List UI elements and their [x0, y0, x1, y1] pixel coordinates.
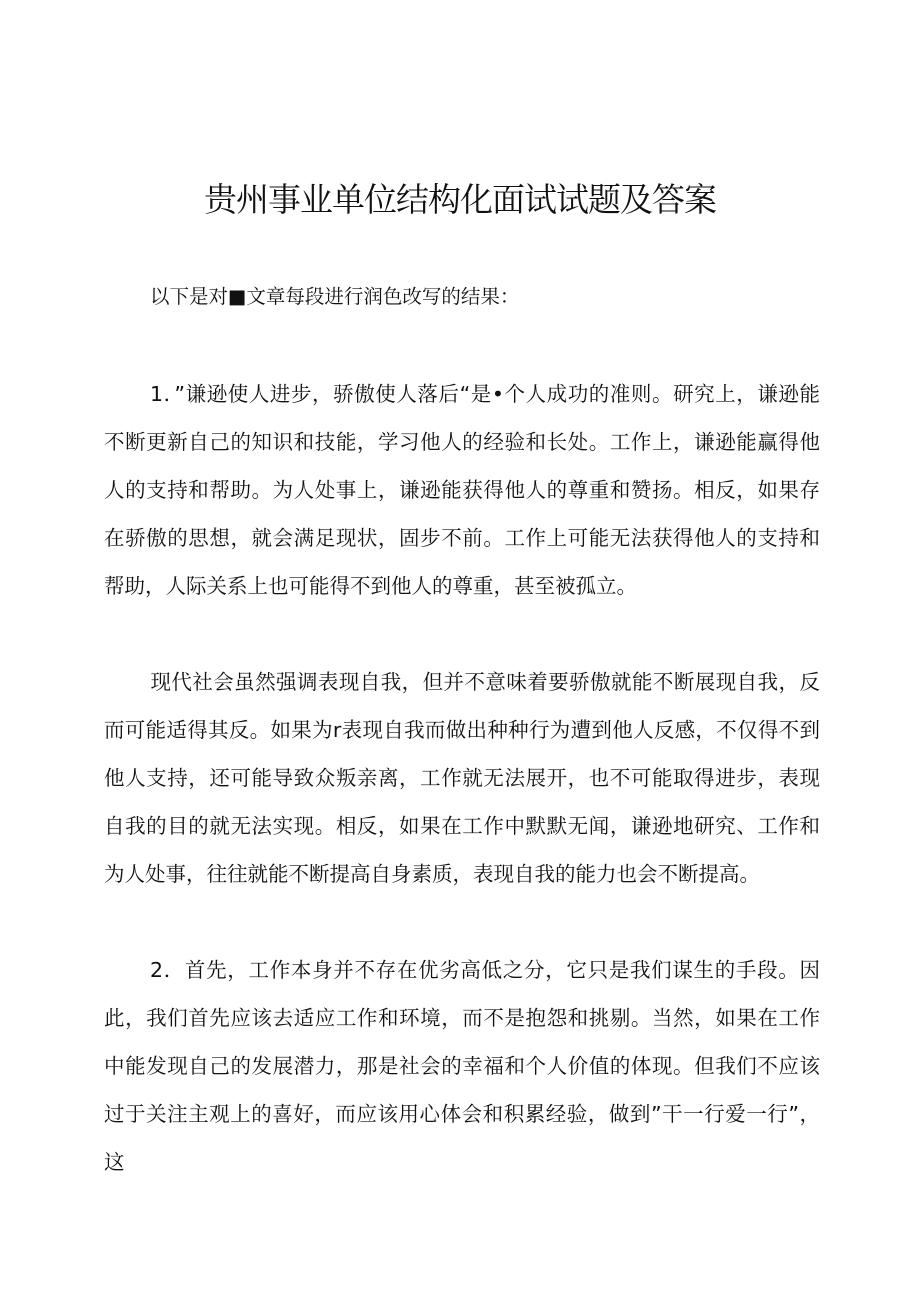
paragraph-1	[104, 370, 820, 610]
paragraph-1-text: 1．”谦逊使人进步，骄傲使人落后“是•个人成功的准则。研究上，谦逊能不断更新自己的知识和技能，学习他人的经验和长处。工作上，谦逊能赢得他人的支持和帮助。为人处事上，谦逊能获得他人的尊重和赞扬。相反，如果存在骄傲的思想，就会满足现状，固步不前。工作上可能无法获得他人的支持和帮助，人际关系上也可能得不到他人的尊重，甚至被孤立。	[104, 382, 820, 598]
paragraph-2-text: 现代社会虽然强调表现自我，但并不意味着要骄傲就能不断展现自我，反而可能适得其反。如果为r表现自我而做出种种行为遭到他人反感，不仅得不到他人支持，还可能导致众叛亲离，工作就无法展开，也不可能取得进步，表现自我的目的就无法实现。相反，如果在工作中默默无闻，谦逊地研究、工作和为人处事，往往就能不断提高自身素质，表现自我的能力也会不断提高。	[104, 670, 820, 886]
paragraph-3	[104, 946, 820, 1186]
paragraph-2	[104, 658, 820, 898]
intro-text: 以下是对■文章每段进行润色改写的结果：	[150, 285, 520, 308]
paragraph-3-text: 2．首先，工作本身并不存在优劣高低之分，它只是我们谋生的手段。因此，我们首先应该去适应工作和环境，而不是抱怨和挑剔。当然，如果在工作中能发现自己的发展潜力，那是社会的幸福和个人价值的体现。但我们不应该过于关注主观上的喜好，而应该用心体会和积累经验，做到”干一行爱一行”，这	[104, 958, 820, 1174]
document-title: 贵州事业单位结构化面试试题及答案	[204, 180, 716, 219]
